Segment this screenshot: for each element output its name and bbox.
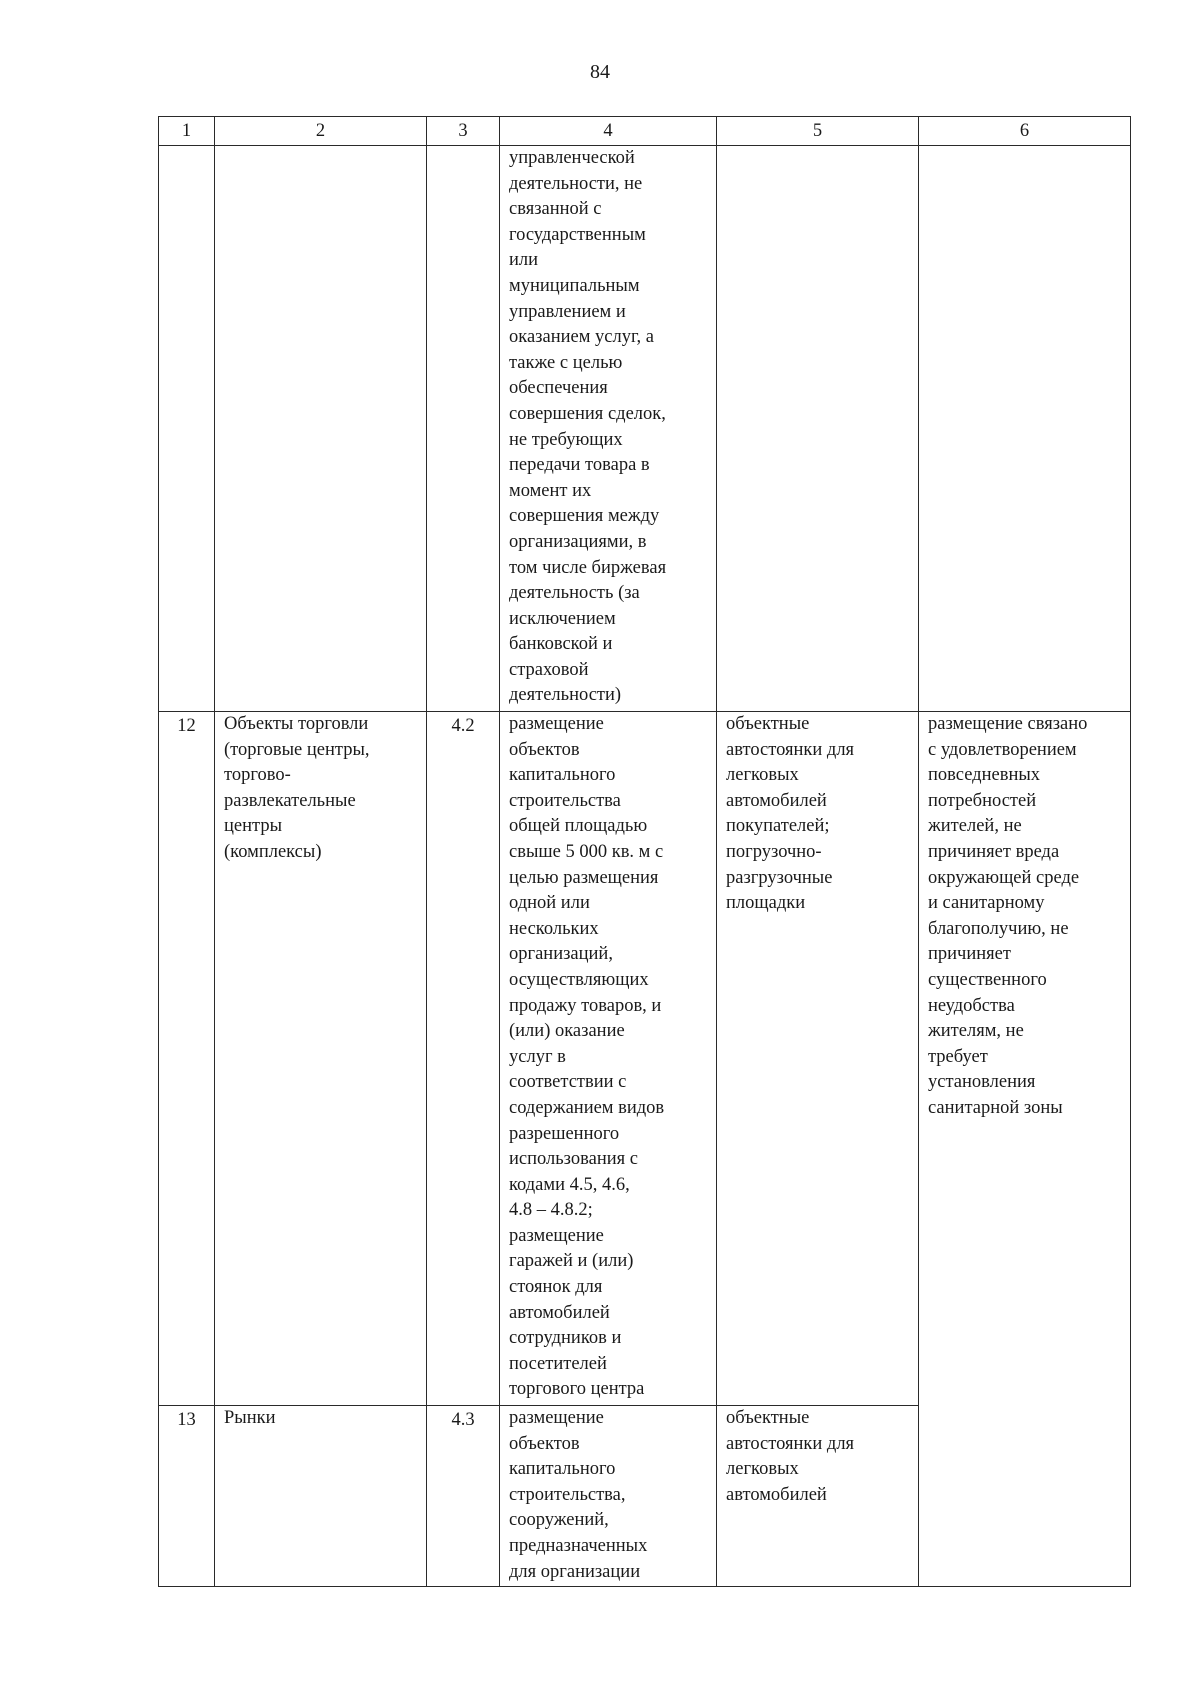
cell-text-line: посетителей [509, 1353, 607, 1374]
cell-text-line: требует [928, 1046, 988, 1067]
cell-text-line: содержанием видов [509, 1097, 665, 1118]
cell-text-line: деятельности, не [509, 173, 643, 194]
cell-text-line: объектов [509, 1433, 580, 1454]
cell-text-line: объектные [726, 1408, 810, 1428]
cell-text-line: погрузочно- [726, 841, 822, 862]
cell-text-line: разгрузочные [726, 867, 833, 888]
cell-text-line: центры [224, 816, 283, 837]
row-12-auxiliary [717, 712, 919, 1406]
cell-text-line: деятельность (за [509, 583, 640, 604]
cell-text-line: торгового центра [509, 1379, 645, 1400]
cell-text-line: окружающей среде [928, 867, 1080, 888]
row-12-description [500, 712, 717, 1406]
cell-text-line: Объекты торговли [224, 714, 369, 734]
row-13-name [215, 1406, 427, 1587]
header-col-2: 2 [215, 117, 427, 146]
cell-text-line: гаражей и (или) [509, 1251, 634, 1272]
cell-text-line: связанной с [509, 199, 602, 220]
cell-text-line: установления [928, 1072, 1036, 1093]
cell-text-line: автомобилей [509, 1302, 610, 1323]
cont-description-cell [500, 146, 717, 712]
header-col-6: 6 [919, 117, 1131, 146]
row-13-num: 13 [159, 1406, 215, 1587]
cont-num-cell [159, 146, 215, 712]
cell-text-line: управлением и [509, 301, 626, 322]
cell-text-line: государственным [509, 224, 646, 245]
cell-text-line: объектов [509, 739, 580, 760]
cell-text-line: площадки [726, 893, 806, 914]
cell-text-line: причиняет вреда [928, 841, 1060, 862]
table-row-12 [159, 712, 1131, 1406]
cell-text-line: причиняет [928, 944, 1011, 965]
cell-text-line: санитарной зоны [928, 1097, 1063, 1118]
page-number: 84 [590, 61, 610, 83]
row-12-num: 12 [159, 712, 215, 1406]
cell-text-line: осуществляющих [509, 969, 649, 990]
cell-text-line: также с целью [509, 352, 623, 373]
cell-text-line: 4.8 – 4.8.2; [509, 1200, 593, 1221]
cell-text-line: размещение [509, 1225, 604, 1246]
cell-text-line: объектные [726, 714, 810, 734]
cont-code-cell [427, 146, 500, 712]
header-col-3: 3 [427, 117, 500, 146]
cell-text-line: кодами 4.5, 4.6, [509, 1174, 630, 1195]
cell-text-line: муниципальным [509, 275, 640, 296]
cell-text-line: (или) оказание [509, 1021, 625, 1042]
cell-text-line: легковых [726, 765, 799, 786]
header-col-5: 5 [717, 117, 919, 146]
row-13-auxiliary [717, 1406, 919, 1587]
cont-name-cell [215, 146, 427, 712]
cell-text-line: совершения сделок, [509, 403, 666, 424]
cell-text-line: управленческой [509, 148, 635, 168]
cell-text-line: деятельности) [509, 685, 622, 706]
cell-text-line: автомобилей [726, 790, 827, 811]
table-row-continuation [159, 146, 1131, 712]
cont-aux-cell [717, 146, 919, 712]
header-col-4: 4 [500, 117, 717, 146]
cell-text-line: нескольких [509, 918, 599, 939]
cell-text-line: жителям, не [928, 1021, 1024, 1042]
cell-text-line: размещение связано [928, 714, 1088, 734]
cell-text-line: покупателей; [726, 816, 830, 837]
cell-text-line: банковской и [509, 634, 613, 655]
cell-text-line: легковых [726, 1459, 799, 1480]
cell-text-line: размещение [509, 1408, 604, 1428]
cell-text-line: и санитарному [928, 893, 1045, 914]
cell-text-line: одной или [509, 893, 590, 914]
cell-text-line: для организации [509, 1561, 641, 1582]
cell-text-line: автостоянки для [726, 739, 855, 760]
cell-text-line: потребностей [928, 790, 1037, 811]
cell-text-line: оказанием услуг, а [509, 327, 654, 348]
cell-text-line: существенного [928, 969, 1047, 990]
cell-text-line: страховой [509, 659, 589, 680]
cell-text-line: торгово- [224, 765, 291, 786]
cell-text-line: (комплексы) [224, 841, 322, 862]
cell-text-line: обеспечения [509, 378, 608, 399]
cell-text-line: развлекательные [224, 790, 356, 811]
cell-text-line: общей площадью [509, 816, 648, 837]
cell-text-line: момент их [509, 480, 592, 501]
cell-text-line: сооружений, [509, 1510, 609, 1531]
cell-text-line: свыше 5 000 кв. м с [509, 841, 664, 862]
cell-text-line: целью размещения [509, 867, 659, 888]
cell-text-line: не требующих [509, 429, 623, 450]
cell-text-line: том числе биржевая [509, 557, 667, 578]
cell-text-line: (торговые центры, [224, 739, 370, 760]
row-13-description [500, 1406, 717, 1587]
cell-text-line: сотрудников и [509, 1328, 622, 1349]
cell-text-line: разрешенного [509, 1123, 620, 1144]
cell-text-line: автостоянки для [726, 1433, 855, 1454]
cell-text-line: услуг в [509, 1046, 566, 1067]
cell-text-line: с удовлетворением [928, 739, 1077, 760]
cell-text-line: передачи товара в [509, 455, 650, 476]
row-12-name [215, 712, 427, 1406]
cell-text-line: капитального [509, 765, 616, 786]
cell-text-line: строительства, [509, 1484, 626, 1505]
cell-text-line: использования с [509, 1149, 638, 1170]
table-header-row [159, 117, 1131, 146]
cell-text-line: исключением [509, 608, 616, 629]
cell-text-line: совершения между [509, 506, 660, 527]
header-col-1: 1 [159, 117, 215, 146]
cell-text-line: организаций, [509, 944, 613, 965]
row-13-code: 4.3 [427, 1406, 500, 1587]
cell-text-line: организациями, в [509, 531, 647, 552]
cell-text-line: Рынки [224, 1408, 276, 1428]
row-12-code: 4.2 [427, 712, 500, 1406]
cell-text-line: жителей, не [928, 816, 1022, 837]
cont-conditions-cell [919, 146, 1131, 712]
cell-text-line: размещение [509, 714, 604, 734]
cell-text-line: автомобилей [726, 1484, 827, 1505]
cell-text-line: неудобства [928, 995, 1015, 1016]
cell-text-line: благополучию, не [928, 918, 1069, 939]
cell-text-line: предназначенных [509, 1535, 648, 1556]
cell-text-line: стоянок для [509, 1277, 603, 1298]
cell-text-line: или [509, 250, 539, 271]
land-use-table [158, 116, 1131, 1587]
cell-text-line: повседневных [928, 765, 1041, 786]
row-12-13-conditions [919, 712, 1131, 1587]
cell-text-line: соответствии с [509, 1072, 627, 1093]
cell-text-line: продажу товаров, и [509, 995, 662, 1016]
cell-text-line: капитального [509, 1459, 616, 1480]
cell-text-line: строительства [509, 790, 621, 811]
